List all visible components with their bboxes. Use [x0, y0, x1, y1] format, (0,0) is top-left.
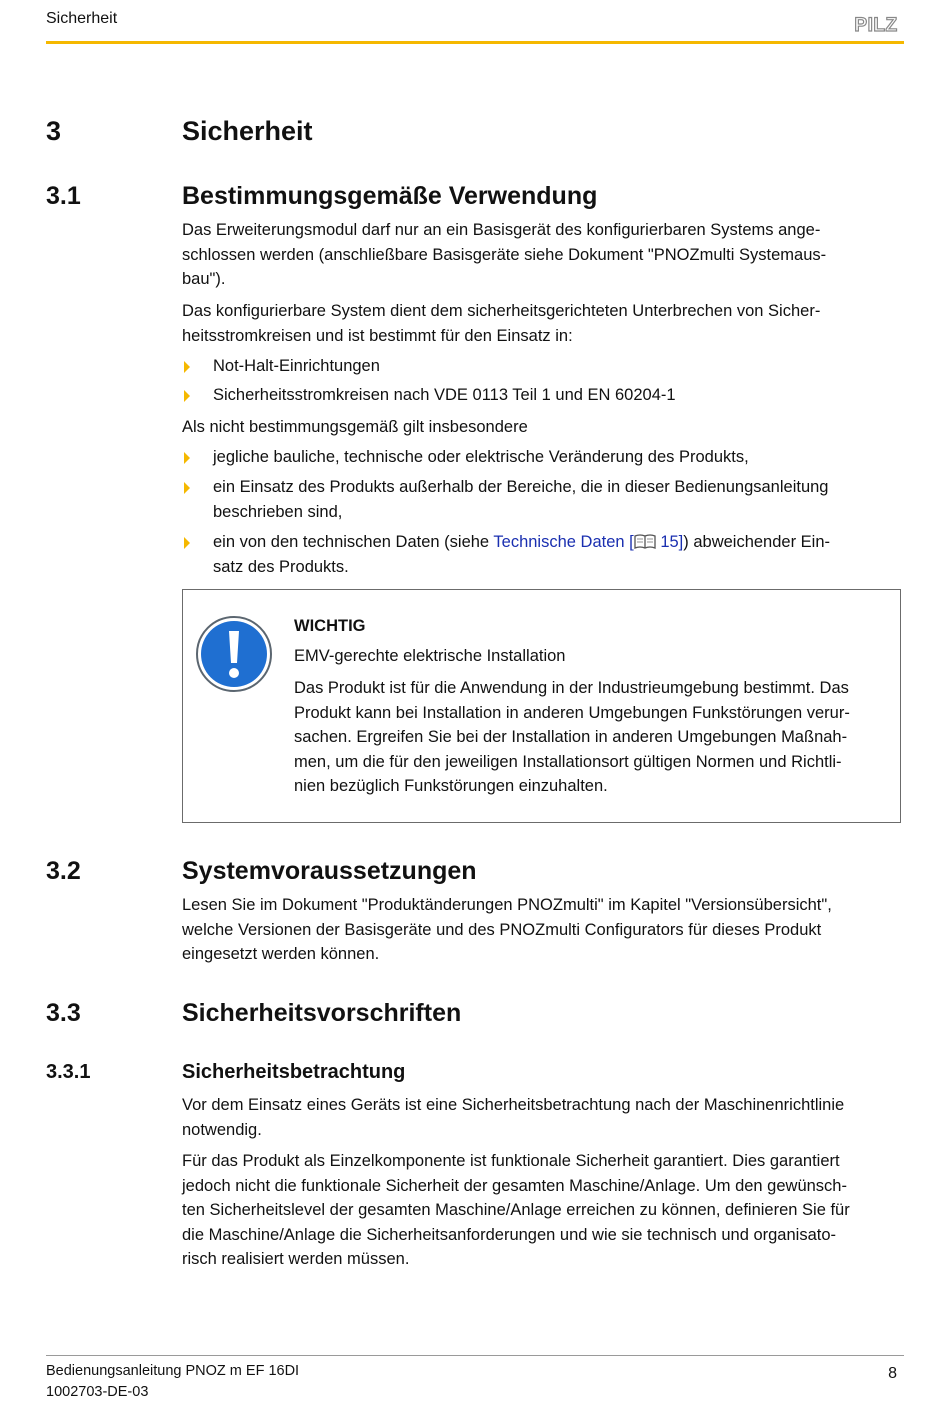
text-line: Vor dem Einsatz eines Geräts ist eine Sicherheitsbetrachtung nach der Maschinenrichtlinie: [182, 1096, 845, 1114]
section-number-3-2: 3.2: [46, 857, 81, 885]
book-icon: [634, 533, 656, 550]
notice-body: [294, 676, 894, 799]
text-line: jedoch nicht die funktionale Sicherheit der gesamten Maschine/Anlage. Um den gewünsch-: [182, 1176, 847, 1195]
bullet-icon: [184, 537, 190, 549]
text-line: ten Sicherheitslevel der gesamten Maschine/Anlage erreichen zu können, definieren Sie für: [182, 1201, 850, 1219]
logo-text: PILZ: [854, 15, 898, 34]
chapter-title: Sicherheit: [182, 116, 313, 146]
text-line: die Maschine/Anlage die Sicherheitsanforderungen und wie sie technisch und organisato-: [182, 1225, 836, 1244]
paragraph-3-3-1-b: [182, 1149, 892, 1272]
paragraph-3-3-1-a: [182, 1093, 892, 1142]
list-item: [182, 354, 892, 379]
text-line: notwendig.: [182, 1120, 262, 1139]
list-item-text: jegliche bauliche, technische oder elektrische Veränderung des Produkts,: [213, 448, 749, 466]
section-number-3-3-1: 3.3.1: [46, 1061, 91, 1083]
text-line: sachen. Ergreifen Sie bei der Installation in anderen Umgebungen Maßnah-: [294, 728, 848, 746]
section-title-3-3-1: Sicherheitsbetrachtung: [182, 1061, 406, 1083]
section-title-3-3: Sicherheitsvorschriften: [182, 999, 462, 1027]
bullet-icon: [184, 452, 190, 464]
list-item-text: [213, 530, 892, 579]
section-number-3-1: 3.1: [46, 182, 81, 210]
text-fragment: ein von den technischen Daten (siehe: [213, 533, 494, 551]
paragraph-3-1-purpose: [182, 299, 892, 348]
text-line: Lesen Sie im Dokument "Produktänderungen PNOZmulti" im Kapitel "Versionsübersicht",: [182, 896, 832, 914]
list-item: [182, 475, 892, 524]
list-item-text: Not-Halt-Einrichtungen: [213, 357, 380, 375]
technical-data-link[interactable]: [493, 533, 683, 551]
text-line: ein Einsatz des Produkts außerhalb der Bereiche, die in dieser Bedienungsanleitung: [213, 478, 829, 496]
link-page: 15]: [655, 533, 684, 551]
section-number-3-3: 3.3: [46, 999, 81, 1027]
list-item: [182, 445, 892, 470]
text-line: bau").: [182, 270, 226, 288]
text-line: Das Produkt ist für die Anwendung in der Industrieumgebung bestimmt. Das: [294, 679, 849, 697]
paragraph-3-1-intro: [182, 218, 892, 292]
pilz-logo: [850, 14, 902, 34]
section-title-3-1: Bestimmungsgemäße Verwendung: [182, 182, 598, 210]
exclamation-icon: [195, 615, 273, 693]
bullet-icon: [184, 361, 190, 373]
bullet-icon: [184, 390, 190, 402]
footer-doc-title: Bedienungsanleitung PNOZ m EF 16DI: [46, 1363, 300, 1379]
list-item: [182, 383, 892, 408]
text-line: beschrieben sind,: [213, 502, 343, 521]
link-text: Technische Daten [: [493, 533, 634, 551]
text-line: welche Versionen der Basisgeräte und des PNOZmulti Configurators für dieses Produkt: [182, 920, 822, 939]
paragraph-3-2: [182, 893, 892, 967]
text-line: Produkt kann bei Installation in anderen Umgebungen Funkstörungen verur-: [294, 703, 850, 722]
page-header: [46, 10, 904, 44]
bullet-icon: [184, 482, 190, 494]
page-number: 8: [888, 1365, 897, 1382]
footer-doc-info: [46, 1361, 299, 1403]
section-title-3-2: Systemvoraussetzungen: [182, 857, 477, 885]
paragraph-misuse-intro: Als nicht bestimmungsgemäß gilt insbesondere: [182, 418, 528, 436]
text-line: eingesetzt werden können.: [182, 945, 380, 963]
text-line: Das konfigurierbare System dient dem sicherheitsgerichteten Unterbrechen von Sicher-: [182, 302, 821, 320]
text-line: nien bezüglich Funkstörungen einzuhalten.: [294, 777, 608, 795]
header-title: Sicherheit: [46, 10, 118, 27]
text-line: satz des Produkts.: [213, 557, 349, 576]
text-line: schlossen werden (anschließbare Basisgeräte siehe Dokument "PNOZmulti Systemaus-: [182, 245, 827, 264]
footer-divider: [46, 1355, 904, 1356]
text-fragment: ) abweichender Ein-: [683, 533, 831, 551]
text-line: risch realisiert werden müssen.: [182, 1250, 410, 1268]
chapter-number: 3: [46, 116, 62, 146]
notice-subtitle: EMV-gerechte elektrische Installation: [294, 647, 566, 665]
text-line: men, um die für den jeweiligen Installationsort gültigen Normen und Richtli-: [294, 752, 842, 771]
text-line: heitsstromkreisen und ist bestimmt für den Einsatz in:: [182, 326, 573, 345]
list-item-text: [213, 475, 892, 524]
notice-heading: WICHTIG: [294, 617, 366, 635]
text-line: Für das Produkt als Einzelkomponente ist funktionale Sicherheit garantiert. Dies garantiert: [182, 1152, 840, 1170]
list-item: [182, 530, 892, 579]
footer-doc-number: 1002703-DE-03: [46, 1384, 149, 1400]
list-item-text: Sicherheitsstromkreisen nach VDE 0113 Teil 1 und EN 60204-1: [213, 386, 676, 404]
text-line: Das Erweiterungsmodul darf nur an ein Basisgerät des konfigurierbaren Systems ange-: [182, 221, 821, 239]
notice-box: [182, 589, 901, 823]
